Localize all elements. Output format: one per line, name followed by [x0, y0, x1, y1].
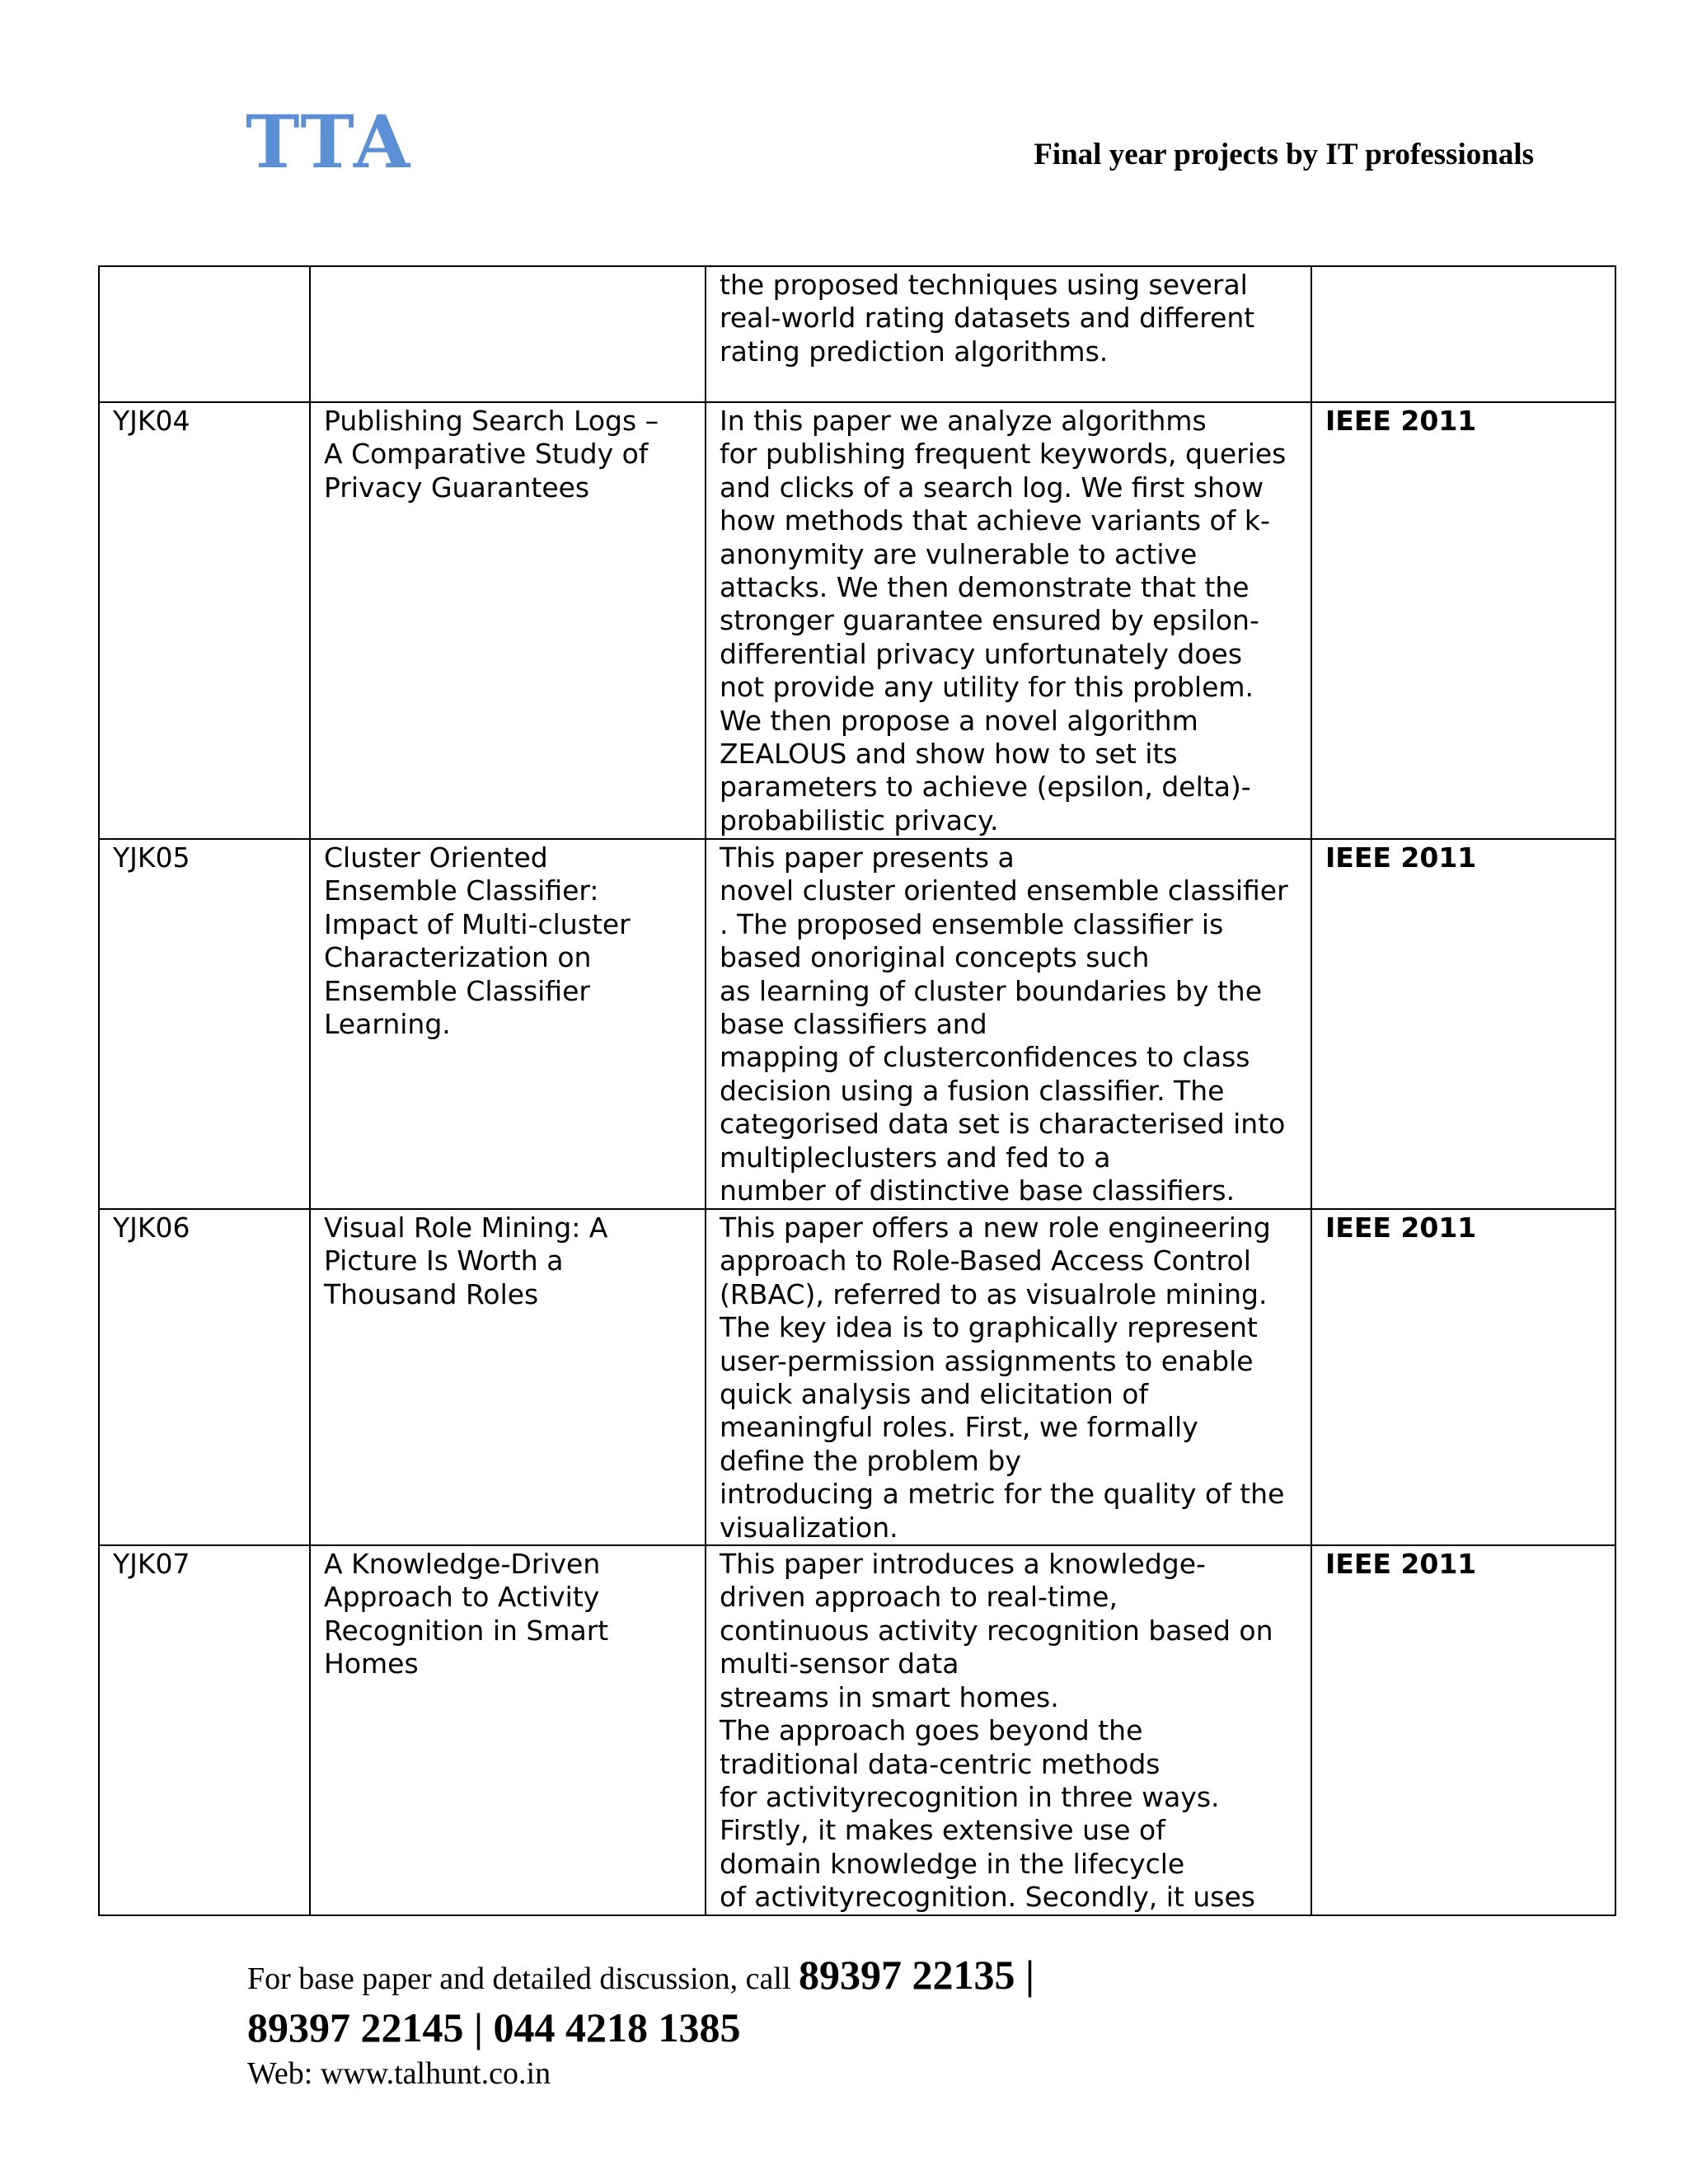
project-title: A Knowledge-Driven Approach to Activity Recognition in Smart Homes — [310, 1545, 706, 1915]
footer-contact — [247, 1952, 1034, 2094]
footer-web: Web: www.talhunt.co.in — [247, 2056, 551, 2091]
project-code: YJK06 — [99, 1209, 310, 1545]
project-year: IEEE 2011 — [1311, 1545, 1615, 1915]
footer-phone-line-2: 89397 22145 | 044 4218 1385 — [247, 2004, 741, 2050]
table-row — [99, 1545, 1615, 1915]
header-tagline: Final year projects by IT professionals — [1034, 138, 1534, 171]
project-code: YJK04 — [99, 402, 310, 839]
table-row — [99, 839, 1615, 1209]
logo — [246, 99, 414, 185]
project-abstract: This paper introduces a knowledge- driven approach to real-time, continuous activity recognition based on multi-sensor data streams in smart homes. The approach goes beyond the traditional data-centric methods for activityrecognition in three ways. Firstly, it makes extensive use of domain knowledge in the lifecycle of activityrecognition. Secondly, it uses — [706, 1545, 1311, 1915]
project-year — [1311, 266, 1615, 402]
project-abstract: This paper offers a new role engineering approach to Role-Based Access Control (RBAC), referred to as visualrole mining. The key idea is to graphically represent user-permission assignments to enable quick analysis and elicitation of meaningful roles. First, we formally define the problem by introducing a metric for the quality of the visualization. — [706, 1209, 1311, 1545]
project-abstract: In this paper we analyze algorithms for publishing frequent keywords, queries and clicks of a search log. We first show how methods that achieve variants of k- anonymity are vulnerable to active attacks. We then demonstrate that the stronger guarantee ensured by epsilon- differential privacy unfortunately does not provide any utility for this problem. We then propose a novel algorithm ZEALOUS and show how to set its parameters to achieve (epsilon, delta)- probabilistic privacy. — [706, 402, 1311, 839]
project-code: YJK07 — [99, 1545, 310, 1915]
project-title — [310, 266, 706, 402]
table-row — [99, 266, 1615, 402]
project-year: IEEE 2011 — [1311, 839, 1615, 1209]
project-title: Cluster Oriented Ensemble Classifier: Impact of Multi-cluster Characterization on Ensemble Classifier Learning. — [310, 839, 706, 1209]
project-title: Publishing Search Logs – A Comparative Study of Privacy Guarantees — [310, 402, 706, 839]
projects-table — [98, 265, 1616, 1916]
logo-text: TTA — [246, 99, 414, 185]
footer-phone-1: 89397 22135 | — [799, 1952, 1035, 1998]
footer-call-prefix: For base paper and detailed discussion, call — [247, 1961, 799, 1996]
project-abstract: the proposed techniques using several real-world rating datasets and different rating prediction algorithms. — [706, 266, 1311, 402]
project-abstract: This paper presents a novel cluster oriented ensemble classifier . The proposed ensemble classifier is based onoriginal concepts such as learning of cluster boundaries by the base classifiers and mapping of clusterconfidences to class decision using a fusion classifier. The categorised data set is characterised into multipleclusters and fed to a number of distinctive base classifiers. — [706, 839, 1311, 1209]
footer-call-line — [247, 1952, 1034, 2002]
table-row — [99, 402, 1615, 839]
project-title: Visual Role Mining: A Picture Is Worth a Thousand Roles — [310, 1209, 706, 1545]
project-year: IEEE 2011 — [1311, 1209, 1615, 1545]
project-code — [99, 266, 310, 402]
project-code: YJK05 — [99, 839, 310, 1209]
project-year: IEEE 2011 — [1311, 402, 1615, 839]
table-row — [99, 1209, 1615, 1545]
